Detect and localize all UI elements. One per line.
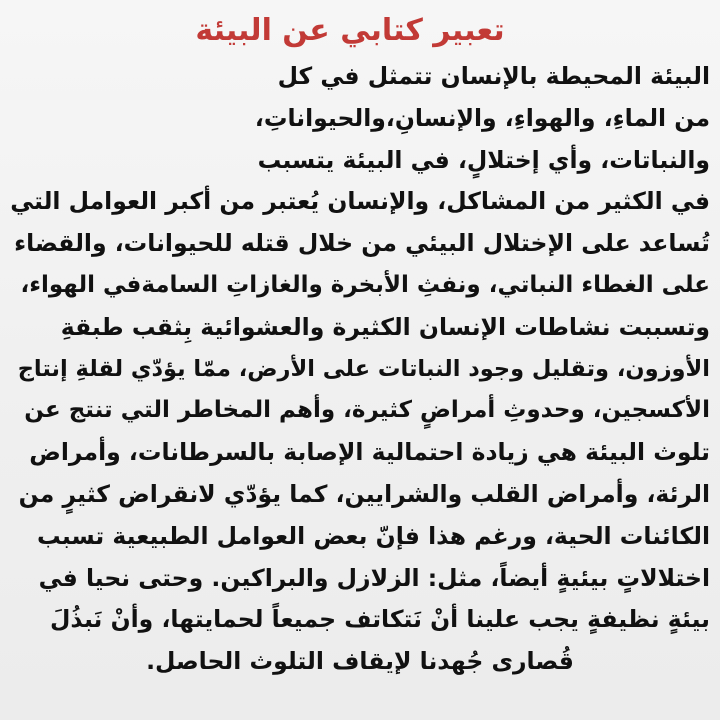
essay-line-4: في الكثير من المشاكل، والإنسان يُعتبر من أكبر العوامل التي <box>10 187 710 216</box>
essay-line-8: الأوزون، وتقليل وجود النباتات على الأرض، ممّا يؤدّي لقلةِ إنتاج <box>17 355 710 382</box>
essay-line-12: الكائنات الحية، ورغم هذا فإنّ بعض العوامل الطبيعية تسبب <box>37 521 710 550</box>
essay-line-11: الرئة، وأمراض القلب والشرايين، كما يؤدّي لانقراض كثيرٍ من <box>18 479 710 508</box>
essay-line-7: وتسببت نشاطات الإنسان الكثيرة والعشوائية بِثقب طبقةِ <box>60 312 710 341</box>
essay-line-5: تُساعد على الإختلال البيئي من خلال قتله للحيوانات، والقضاء <box>14 229 710 258</box>
essay-line-15: قُصارى جُهدنا لإيقاف التلوث الحاصل. <box>146 647 574 676</box>
essay-line-1: البيئة المحيطة بالإنسان تتمثل في كل <box>277 62 710 90</box>
essay-line-13: اختلالاتٍ بيئيةٍ أيضاً، مثل: الزلازل والبراكين. وحتى نحيا في <box>38 563 710 592</box>
essay-line-6: على الغطاء النباتي، ونفثِ الأبخرة والغازاتِ السامةفي الهواء، <box>20 271 710 298</box>
essay-line-3: والنباتات، وأي إختلالٍ، في البيئة يتسبب <box>257 145 710 174</box>
essay-body <box>10 56 710 683</box>
essay-line-10: تلوث البيئة هي زيادة احتمالية الإصابة بالسرطانات، وأمراض <box>29 438 710 467</box>
essay-line-2: من الماءِ، والهواءِ، والإنسانِ،والحيواناتِ، <box>254 103 710 132</box>
essay-line-9: الأكسجين، وحدوثِ أمراضٍ كثيرة، وأهم المخاطر التي تنتج عن <box>24 397 710 424</box>
essay-title: تعبير كتابي عن البيئة <box>195 13 505 48</box>
essay-line-14: بيئةٍ نظيفةٍ يجب علينا أنْ نَتكاتف جميعاً لحمايتها، وأنْ نَبذُلَ <box>50 605 710 634</box>
